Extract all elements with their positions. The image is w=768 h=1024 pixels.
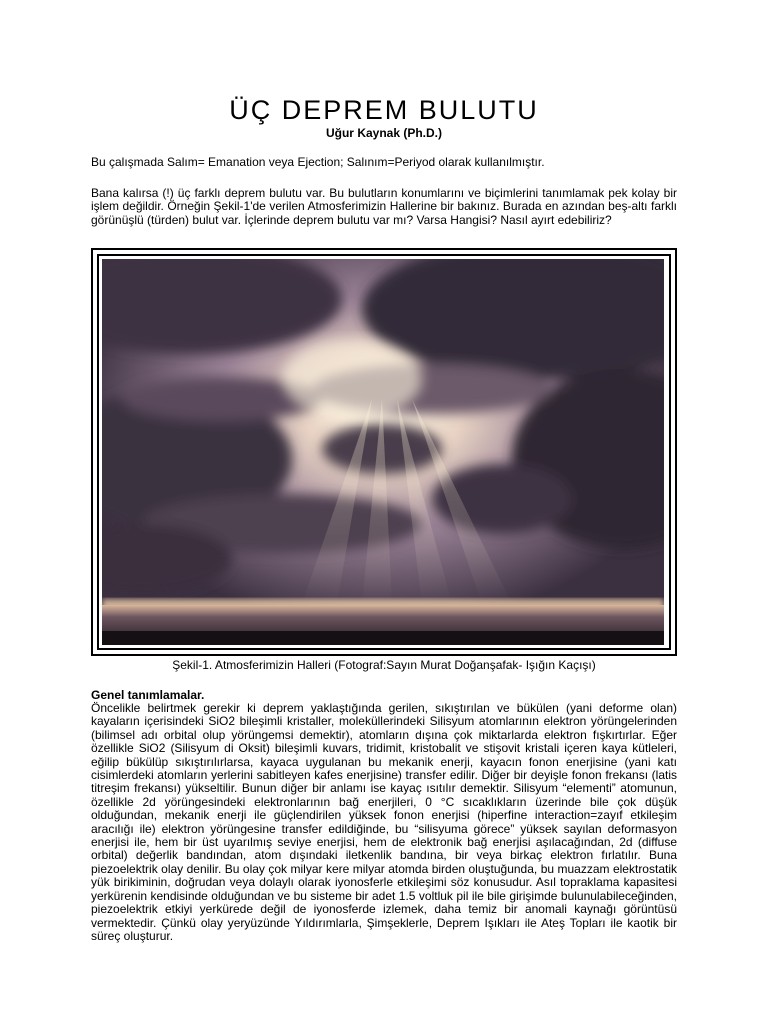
paragraph-three: Öncelikle belirtmek gerekir ki deprem yaklaştığında gerilen, sıkıştırılan ve bükülen (yani deforme olan) kayaların içerisindeki SiO2 bileşimli kristaller, moleküllerindeki Silisyum atomlarının elektron yörüngelerinden (bilimsel adı orbital olup yörüngemsi demektir), atomların dışına çok miktarlarda elektron fışkırtırlar. Eğer özellikle SiO2 (Silisyum di Oksit) bileşimli kuvars, tridimit, kristobalit ve stişovit kristali içeren kaya kütleleri, eğilip bükülüp sıkıştırılırlarsa, kayaca uygulanan bu mekanik enerji, kayacın fonon enerjisine (yani katı cisimlerdeki atomların yerlerini sabitleyen kafes enerjisine) transfer edilir. Diğer bir deyişle fonon frekansı (latis titreşim frekansı) yükseltilir. Bunun diğer bir anlamı ise kayaç ısıtılır demektir. Silisyum “elementi” atomunun, özellikle 2d yörüngesindeki elektronlarının bağ enerjileri, 0 °C sıcaklıkların üzerinde bile çok düşük olduğundan, mekanik enerji ile güçlendirilen yüksek fonon enerjisi (hiperfine interaction=zayıf etkileşim aracılığı ile) elektron yörüngesine transfer edildiğinde, bu “silisyuma görece” yüksek sayılan deformasyon enerjisi ile, hem bir üst uyarılmış seviye enerjisi, hem de elektronik bağ enerjisi aşılacağından, 2d (diffuse orbital) değerlik bandından, atom dışındaki iletkenlik bandına, bir veya birkaç elektron fırlatılır. Buna piezoelektrik olay denilir. Bu olay çok milyar kere milyar atomda birden oluştuğunda, bu muazzam elektrostatik yük birikiminin, doğrudan veya dolaylı olarak iyonosferle etkileşimi söz konusudur. Asıl topraklama kapasitesi yerkürenin kendisinde olduğundan ve bu sisteme bir adet 1.5 voltluk pil ile bile girişimde bulunulabileceğinden, piezoelektrik etkiyi yerkürede değil de iyonosferde izlemek, daha temiz bir anomali kaynağı görüntüsü vermektedir. Çünkü olay yeryüzünde Yıldırımlarla, Şimşeklerle, Deprem Işıkları ile Ateş Topları ile kaotik bir süreç oluşturur. <box>91 701 677 943</box>
document-title: ÜÇ DEPREM BULUTU <box>229 95 539 125</box>
intro-paragraph: Bu çalışmada Salım= Emanation veya Ejection; Salınım=Periyod olarak kullanılmıştır. <box>91 155 545 169</box>
sunset-clouds-photo <box>102 259 664 645</box>
paragraph-two: Bana kalırsa (!) üç farklı deprem bulutu var. Bu bulutların konumlarını ve biçimlerini tanımlamak pek kolay bir işlem değildir. Örneğin Şekil-1'de verilen Atmosferimizin Hallerine bir bakınız. Burada en azından beş-altı farklı görünüşlü (türden) bulut var. İçlerinde deprem bulutu var mı? Varsa Hangisi? Nasıl ayırt edebiliriz? <box>91 186 677 227</box>
figure-frame <box>91 248 677 656</box>
section-heading: Genel tanımlamalar. <box>91 688 205 702</box>
figure-caption: Şekil-1. Atmosferimizin Halleri (Fotograf:Sayın Murat Doğanşafak- Işığın Kaçışı) <box>172 658 596 672</box>
author-name: Uğur Kaynak (Ph.D.) <box>325 126 442 140</box>
